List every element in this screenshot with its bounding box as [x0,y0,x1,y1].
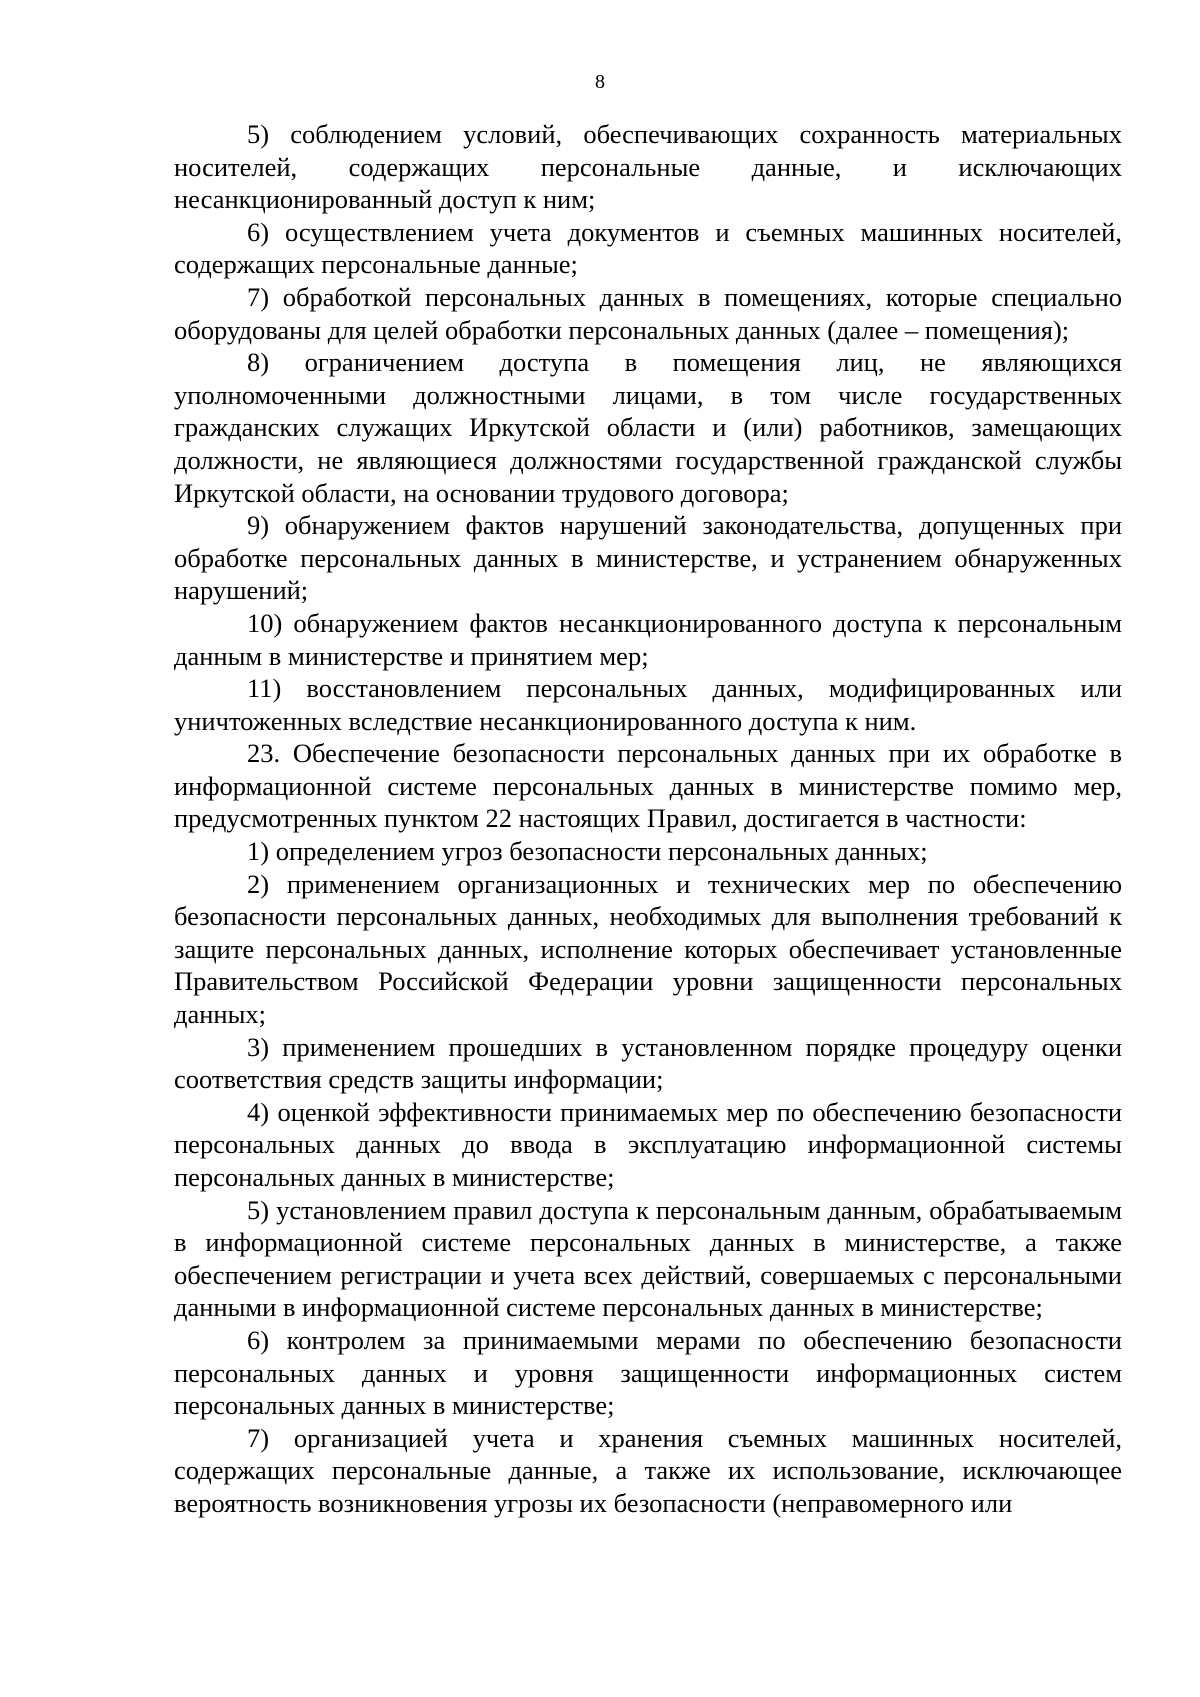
paragraph-clause-23-item-7: 7) организацией учета и хранения съемных машинных носителей, содержащих персональные данные, а также их использование, исключающее вероятность возникновения угрозы их безопасности (неправомерного или [174,1422,1122,1518]
paragraph-clause-23: 23. Обеспечение безопасности персональных данных при их обработке в информационной системе персональных данных в министерстве помимо мер, предусмотренных пунктом 22 настоящих Правил, достигается в частности: [174,738,1122,834]
paragraph-item-6-document-accounting: 6) осуществлением учета документов и съемных машинных носителей, содержащих персональные данные; [174,216,1122,280]
paragraph-item-5-storage-conditions: 5) соблюдением условий, обеспечивающих сохранность материальных носителей, содержащих персональные данные, и исключающих несанкционированный доступ к ним; [174,119,1122,215]
paragraph-clause-23-item-5: 5) установлением правил доступа к персональным данным, обрабатываемым в информационной системе персональных данных в министерстве, а также обеспечением регистрации и учета всех действий, совершаемых с персональными данными в информационной системе персональных данных в министерстве; [174,1194,1122,1323]
paragraph-item-10-unauthorized-access: 10) обнаружением фактов несанкционированного доступа к персональным данным в министерстве и принятием мер; [174,607,1122,671]
paragraph-item-7-processing-rooms: 7) обработкой персональных данных в помещениях, которые специально оборудованы для целей обработки персональных данных (далее – помещения); [174,281,1122,345]
paragraph-item-8-access-restriction: 8) ограничением доступа в помещения лиц, не являющихся уполномоченными должностными лицами, в том числе государственных гражданских служащих Иркутской области и (или) работников, замещающих должности, не являющиеся должностями государственной гражданской службы Иркутской области, на основании трудового договора; [174,347,1122,508]
page-number: 8 [595,71,605,93]
paragraph-clause-23-item-2: 2) применением организационных и технических мер по обеспечению безопасности персональных данных, необходимых для выполнения требований к защите персональных данных, исполнение которых обеспечивает установленные Правительством Российской Федерации уровни защищенности персональных данных; [174,868,1122,1030]
document-body [174,118,1122,1520]
paragraph-clause-23-item-1: 1) определением угроз безопасности персональных данных; [247,836,928,867]
paragraph-item-9-violations-detection: 9) обнаружением фактов нарушений законодательства, допущенных при обработке персональных данных в министерстве, и устранением обнаруженных нарушений; [174,510,1122,606]
paragraph-clause-23-item-3: 3) применением прошедших в установленном порядке процедуру оценки соответствия средств защиты информации; [174,1031,1122,1095]
paragraph-item-11-data-recovery: 11) восстановлением персональных данных, модифицированных или уничтоженных вследствие несанкционированного доступа к ним. [174,673,1122,736]
paragraph-clause-23-item-4: 4) оценкой эффективности принимаемых мер по обеспечению безопасности персональных данных до ввода в эксплуатацию информационной системы персональных данных в министерстве; [174,1096,1122,1192]
paragraph-clause-23-item-6: 6) контролем за принимаемыми мерами по обеспечению безопасности персональных данных и уровня защищенности информационных систем персональных данных в министерстве; [174,1324,1122,1421]
